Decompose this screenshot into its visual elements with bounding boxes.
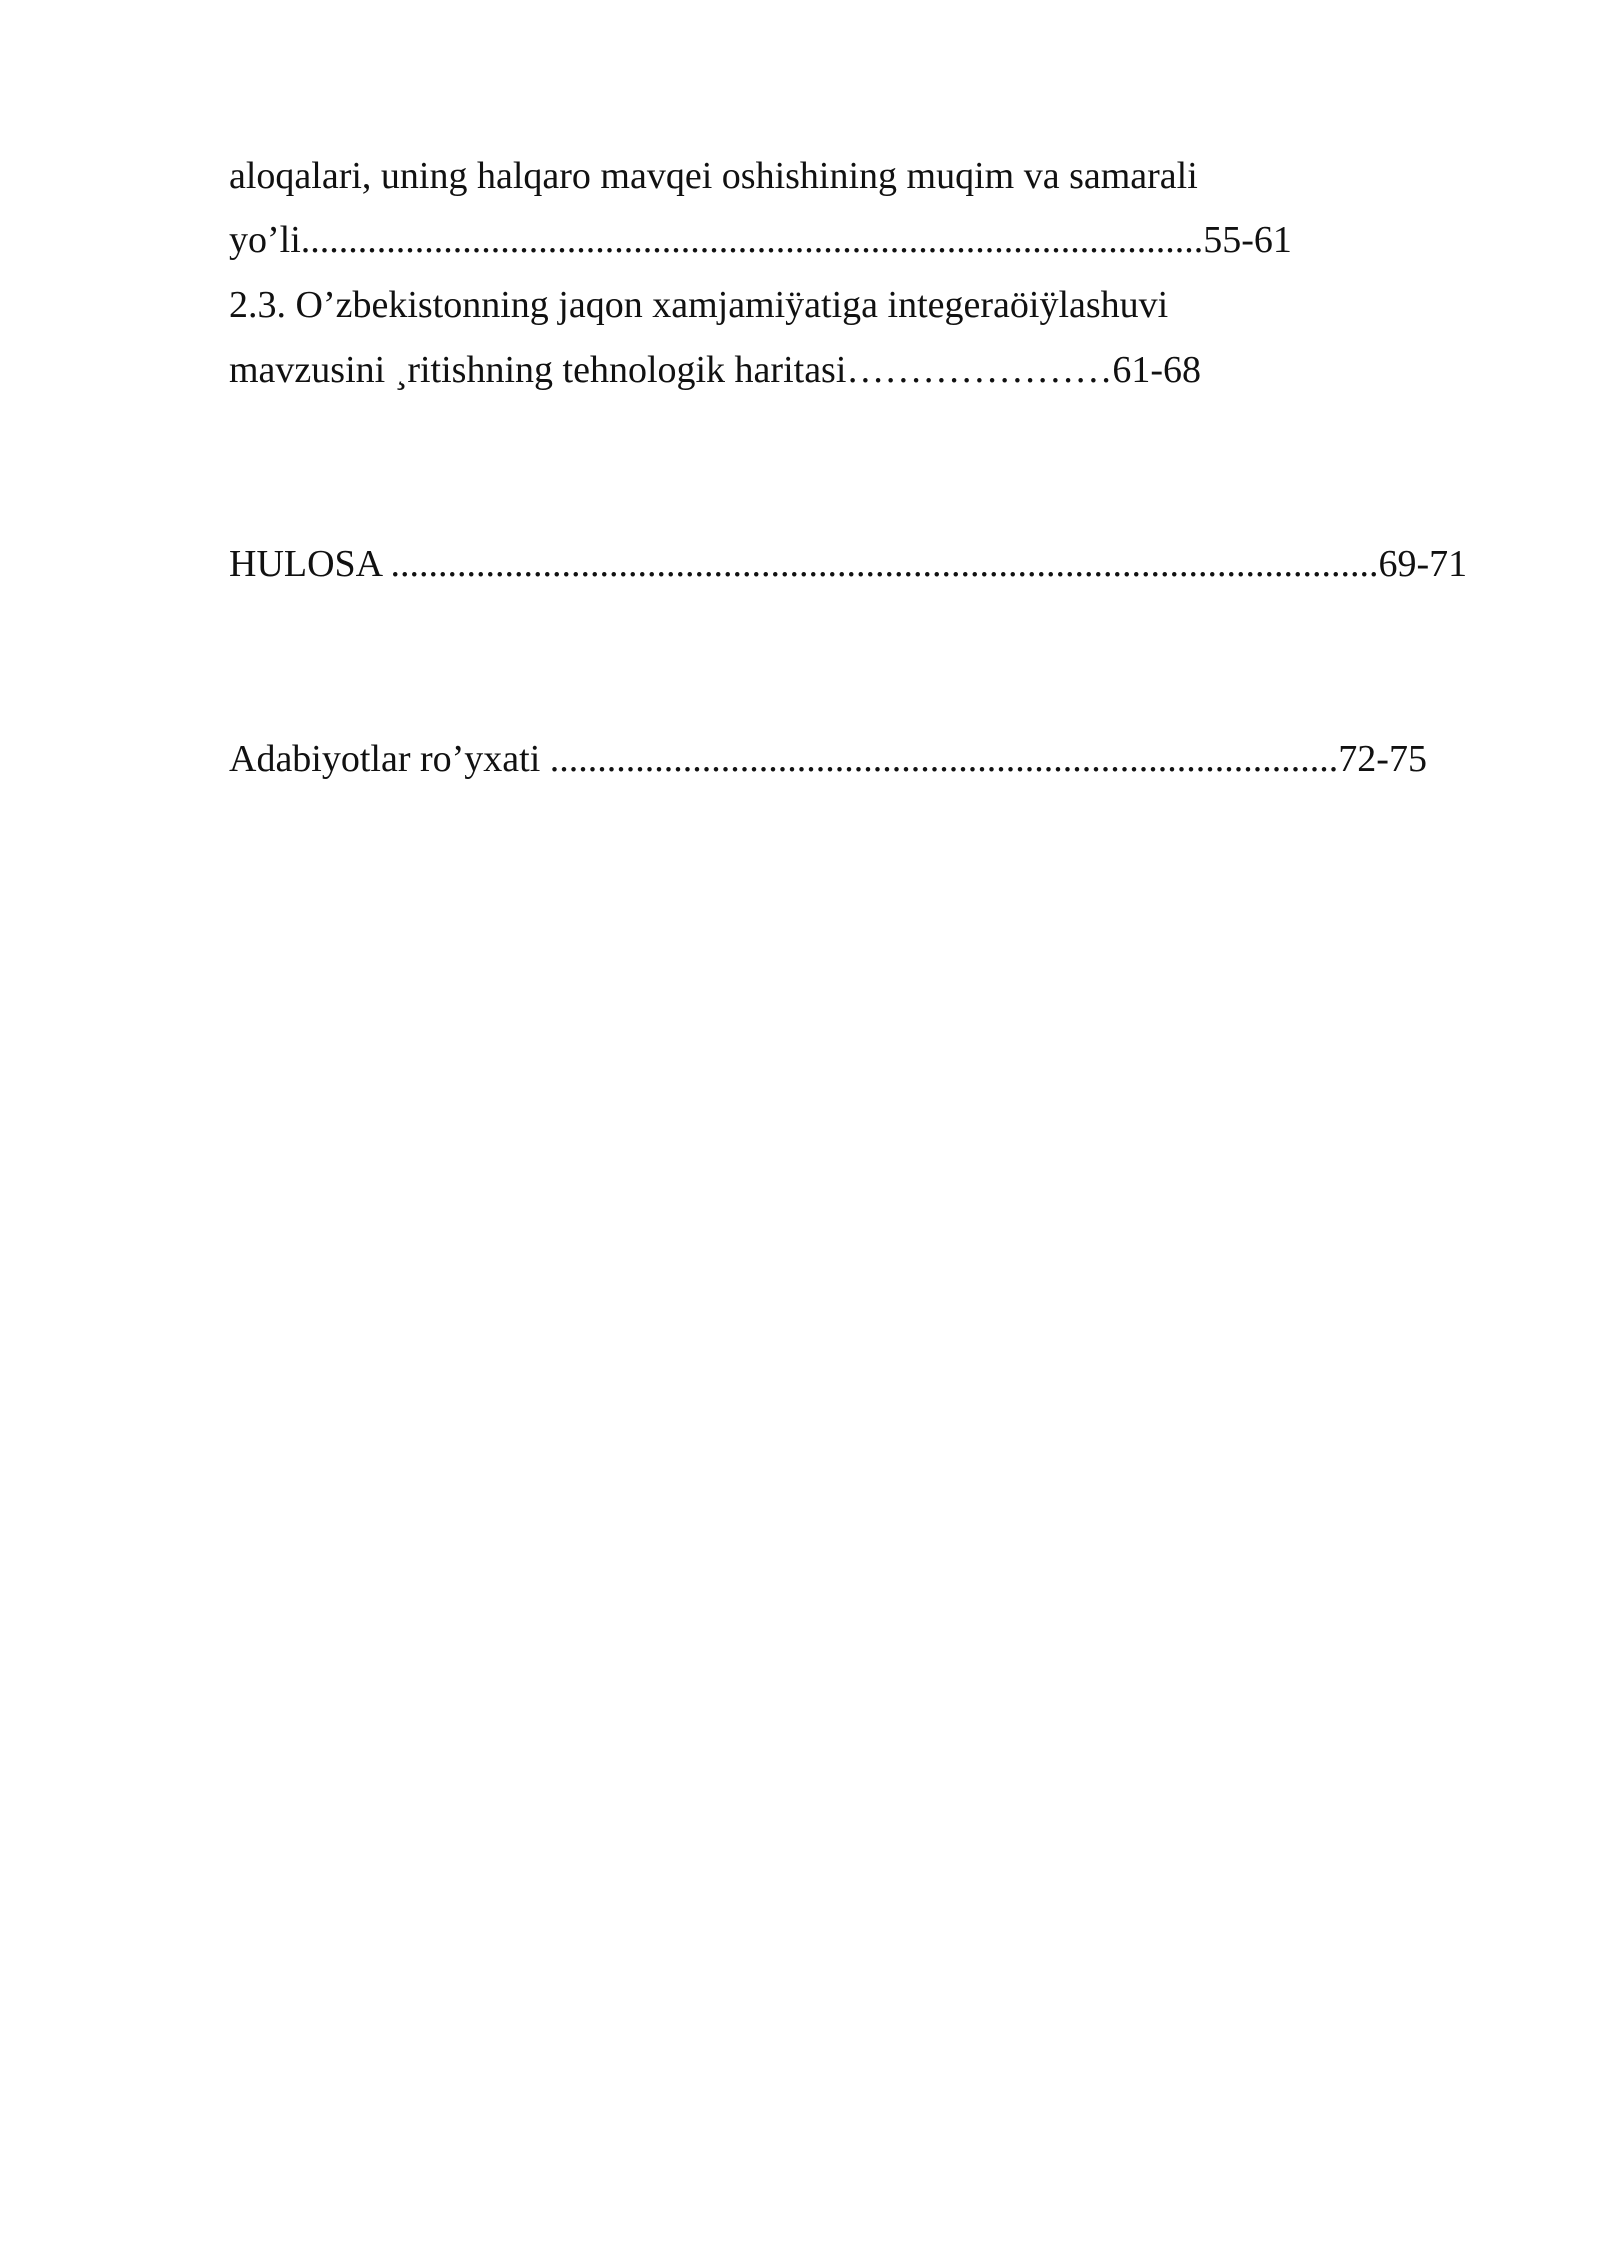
toc-entry-references: Adabiyotlar ro’yxati ...................................................................................72-75 xyxy=(229,738,1427,780)
toc-entry-2-2-line-1: aloqalari, uning halqaro mavqei oshishining muqim va samarali xyxy=(229,155,1198,197)
toc-entry-hulosa: HULOSA ........................................................................................................69-71 xyxy=(229,543,1468,585)
toc-entry-2-3-line-2: mavzusini ¸ritishning tehnologik haritasi…………………61-68 xyxy=(229,349,1202,391)
toc-entry-2-2-line-2: yo’li...............................................................................................55-61 xyxy=(229,219,1292,261)
toc-entry-2-3-line-1: 2.3. O’zbekistonning jaqon xamjamiÿatiga integeraöiÿlashuvi xyxy=(229,284,1169,326)
